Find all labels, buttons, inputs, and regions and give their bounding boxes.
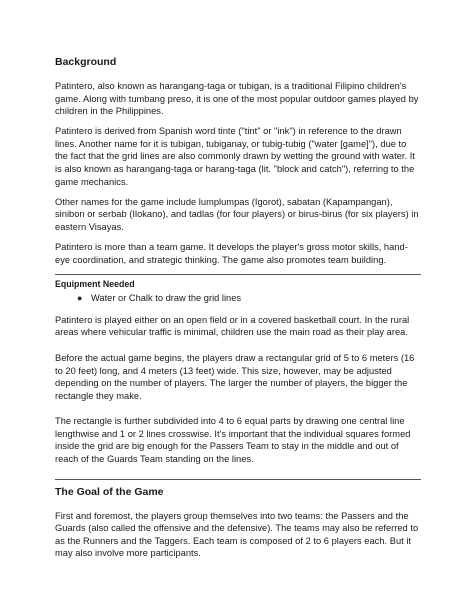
setup-paragraph: Before the actual game begins, the players draw a rectangular grid of 5 to 6 meters (16 to 20 feet) long, and 4 meters (13 feet) wide. This size, however, may be adjusted depending on the number of players. The larger the number of players, the bigger the rectangle they make. [55, 352, 415, 401]
section-divider [55, 479, 421, 480]
equipment-item-text: Water or Chalk to draw the grid lines [91, 292, 242, 303]
setup-paragraph: Patintero is played either on an open field or in a covered basketball court. In the rural areas where vehicular traffic is minimal, children use the main road as their play area. [55, 314, 410, 338]
section-divider [55, 274, 421, 275]
background-heading: Background [55, 56, 117, 68]
equipment-list [55, 292, 421, 304]
background-paragraph: Patintero, also known as harangang-taga or tubigan, is a traditional Filipino children's game. Along with tumbang preso, it is one of the most popular outdoor games played by children in the Philippines. [55, 81, 419, 117]
background-paragraph: Other names for the game include lumplumpas (Igorot), sabatan (Kapampangan), sinibon or serbab (Ilokano), and tadlas (for four players) or birus-birus (for six players) in eastern Visayas. [55, 196, 419, 232]
setup-paragraph: The rectangle is further subdivided into 4 to 6 equal parts by drawing one central line lengthwise and 1 or 2 lines crosswise. It's important that the individual squares formed inside the grid are big enough for the Passers Team to stay in the middle and out of reach of the Guards Team standing on the lines. [55, 416, 411, 465]
equipment-section [55, 274, 421, 304]
goal-heading: The Goal of the Game [55, 485, 164, 498]
equipment-heading: Equipment Needed [55, 278, 135, 289]
list-item [77, 292, 421, 304]
background-paragraph: Patintero is derived from Spanish word tinte ("tint" or "ink") in reference to the drawn lines. Another name for it is tubigan, tubiganay, or tubig-tubig ("water [game]"), due to the fact that the grid lines are also commonly drawn by wetting the ground with water. It is also known as harangang-taga or harang-taga (lit. "block and catch"), referring to the game mechanics. [55, 126, 415, 187]
bullet-icon: ● [77, 292, 83, 303]
background-paragraph: Patintero is more than a team game. It develops the player's gross motor skills, hand-eye coordination, and strategic thinking. The game also promotes team building. [55, 242, 408, 265]
document-content [55, 56, 421, 568]
goal-paragraph: First and foremost, the players group themselves into two teams: the Passers and the Guards (also called the offensive and the defensive). The teams may also be referred to as the Runners and the Taggers. Each team is composed of 2 to 6 players each. But it may also involve more participants. [55, 510, 419, 559]
